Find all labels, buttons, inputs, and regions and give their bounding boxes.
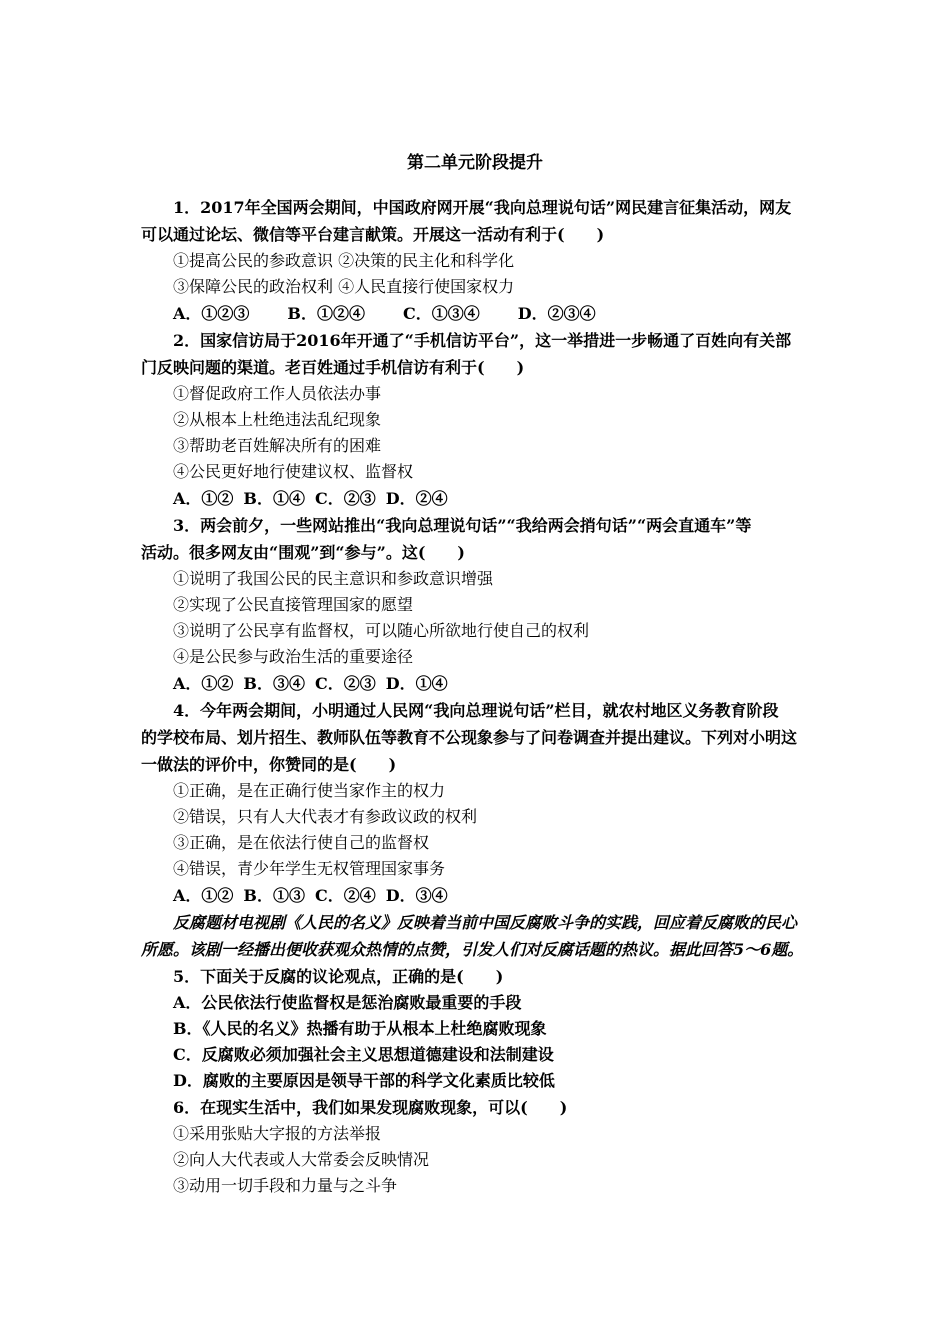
question-4 [141,697,813,778]
choice-c: C．①③④ [402,304,480,323]
question-stem-line: 可以通过论坛、微信等平台建言献策。开展这一活动有利于( ) [141,225,605,244]
question-stem-line: 的学校布局、划片招生、教师队伍等教育不公现象参与了问卷调查并提出建议。下列对小明这 [141,728,798,747]
option-line: ③动用一切手段和力量与之斗争 [173,1176,398,1195]
question-2 [141,327,813,381]
question-1 [141,194,813,248]
option-a: A．公民依法行使监督权是惩治腐败最重要的手段 [173,993,522,1012]
choice-b: B．③④ [243,674,305,693]
option-line: ②实现了公民直接管理国家的愿望 [173,595,414,614]
question-3 [141,512,813,566]
question-stem-line: 2．国家信访局于2016年开通了“手机信访平台”，这一举措进一步畅通了百姓向有关部 [173,331,792,350]
option-line: ①采用张贴大字报的方法举报 [173,1124,382,1143]
option-line: ①督促政府工作人员依法办事 [173,384,382,403]
question-stem-line: 3．两会前夕，一些网站推出“我向总理说句话”“我给两会捎句话”“两会直通车”等 [173,516,752,535]
material-line: 反腐题材电视剧《人民的名义》反映着当前中国反腐败斗争的实践，回应着反腐败的民心 [173,913,798,932]
answer-choices [141,670,813,697]
question-stem-line: 门反映问题的渠道。老百姓通过手机信访有利于( ) [141,358,525,377]
option-line: ④是公民参与政治生活的重要途径 [173,647,414,666]
answer-choices [141,300,813,327]
choice-c: C．②③ [314,489,376,508]
choice-c: C．②③ [314,674,376,693]
document-body [141,194,813,1199]
option-line: ②从根本上杜绝违法乱纪现象 [173,410,382,429]
choice-d: D．③④ [385,886,448,905]
reading-material [141,909,813,963]
option-line: ①提高公民的参政意识 ②决策的民主化和科学化 [173,251,515,270]
choice-b: B．①④ [243,489,305,508]
choice-a: A．①②③ [173,304,250,323]
material-line: 所愿。该剧一经播出便收获观众热情的点赞，引发人们对反腐话题的热议。据此回答5～6题。 [141,940,804,959]
question-stem-line: 活动。很多网友由“围观”到“参与”。这( ) [141,543,465,562]
option-line: ③正确，是在依法行使自己的监督权 [173,833,430,852]
question-stem-line: 4．今年两会期间，小明通过人民网“我向总理说句话”栏目，就农村地区义务教育阶段 [173,701,779,720]
question-stem-line: 5．下面关于反腐的议论观点，正确的是( ) [173,967,504,986]
question-6 [141,1094,813,1121]
question-stem-line: 一做法的评价中，你赞同的是( ) [141,755,397,774]
option-line: ②向人大代表或人大常委会反映情况 [173,1150,430,1169]
question-stem-line: 6．在现实生活中，我们如果发现腐败现象，可以( ) [173,1098,568,1117]
option-line: ①说明了我国公民的民主意识和参政意识增强 [173,569,494,588]
option-line: ①正确，是在正确行使当家作主的权力 [173,781,446,800]
choice-d: D．②④ [385,489,448,508]
option-line: ③说明了公民享有监督权，可以随心所欲地行使自己的权利 [173,621,590,640]
option-line: ②错误，只有人大代表才有参政议政的权利 [173,807,478,826]
answer-choices [141,485,813,512]
choice-b: B．①③ [243,886,305,905]
choice-c: C．②④ [314,886,376,905]
choice-b: B．①②④ [287,304,365,323]
option-c: C．反腐败必须加强社会主义思想道德建设和法制建设 [173,1045,554,1064]
option-d: D．腐败的主要原因是领导干部的科学文化素质比较低 [173,1071,555,1090]
option-line: ④错误，青少年学生无权管理国家事务 [173,859,446,878]
choice-a: A．①② [173,489,234,508]
choice-d: D．①④ [385,674,448,693]
page-title: 第二单元阶段提升 [407,153,543,173]
option-line: ③帮助老百姓解决所有的困难 [173,436,382,455]
option-b: B．《人民的名义》热播有助于从根本上杜绝腐败现象 [173,1019,547,1038]
question-stem-line: 1．2017年全国两会期间，中国政府网开展“我向总理说句话”网民建言征集活动，网友 [173,198,792,217]
question-5 [141,963,813,990]
option-line: ④公民更好地行使建议权、监督权 [173,462,414,481]
option-line: ③保障公民的政治权利 ④人民直接行使国家权力 [173,277,515,296]
choice-a: A．①② [173,886,234,905]
choice-a: A．①② [173,674,234,693]
choice-d: D．②③④ [517,304,596,323]
answer-choices [141,882,813,909]
